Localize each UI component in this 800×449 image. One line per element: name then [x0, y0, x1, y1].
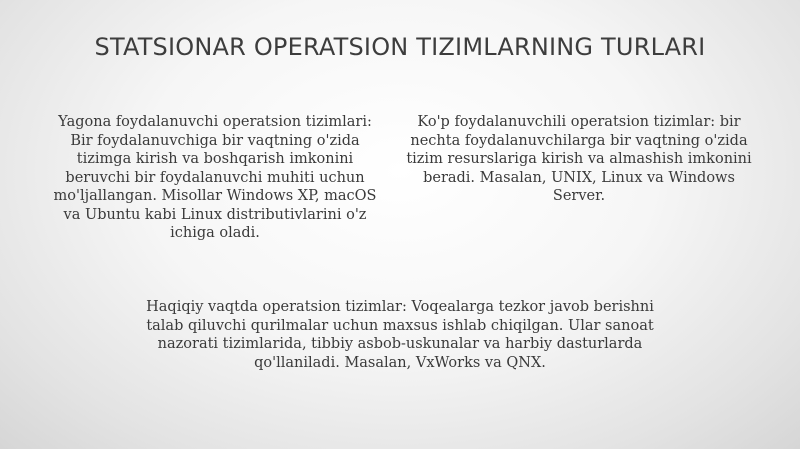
slide-title: STATSIONAR OPERATSION TIZIMLARNING TURLARI: [94, 33, 706, 61]
multi-user-os-text: Ko'p foydalanuvchili operatsion tizimlar: bir nechta foydalanuvchilarga bir vaqtning o'zida tizim resurslariga kirish va almashish imkonini beradi. Masalan, UNIX, Linux va Windows Server.: [406, 114, 752, 204]
real-time-os-text: Haqiqiy vaqtda operatsion tizimlar: Voqealarga tezkor javob berishni talab qiluvchi qurilmalar uchun maxsus ishlab chiqilgan. Ular sanoat nazorati tizimlarida, tibbiy asbob-uskunalar va harbiy dasturlarda qo'llaniladi. Masalan, VxWorks va QNX.: [146, 299, 654, 371]
single-user-os-text: Yagona foydalanuvchi operatsion tizimlari: Bir foydalanuvchiga bir vaqtning o'zida tizimga kirish va boshqarish imkonini beruvchi bir foydalanuvchi muhiti uchun mo'ljallangan. Misollar Windows XP, macOS va Ubuntu kabi Linux distributivlarini o'z ichiga oladi.: [53, 114, 377, 241]
